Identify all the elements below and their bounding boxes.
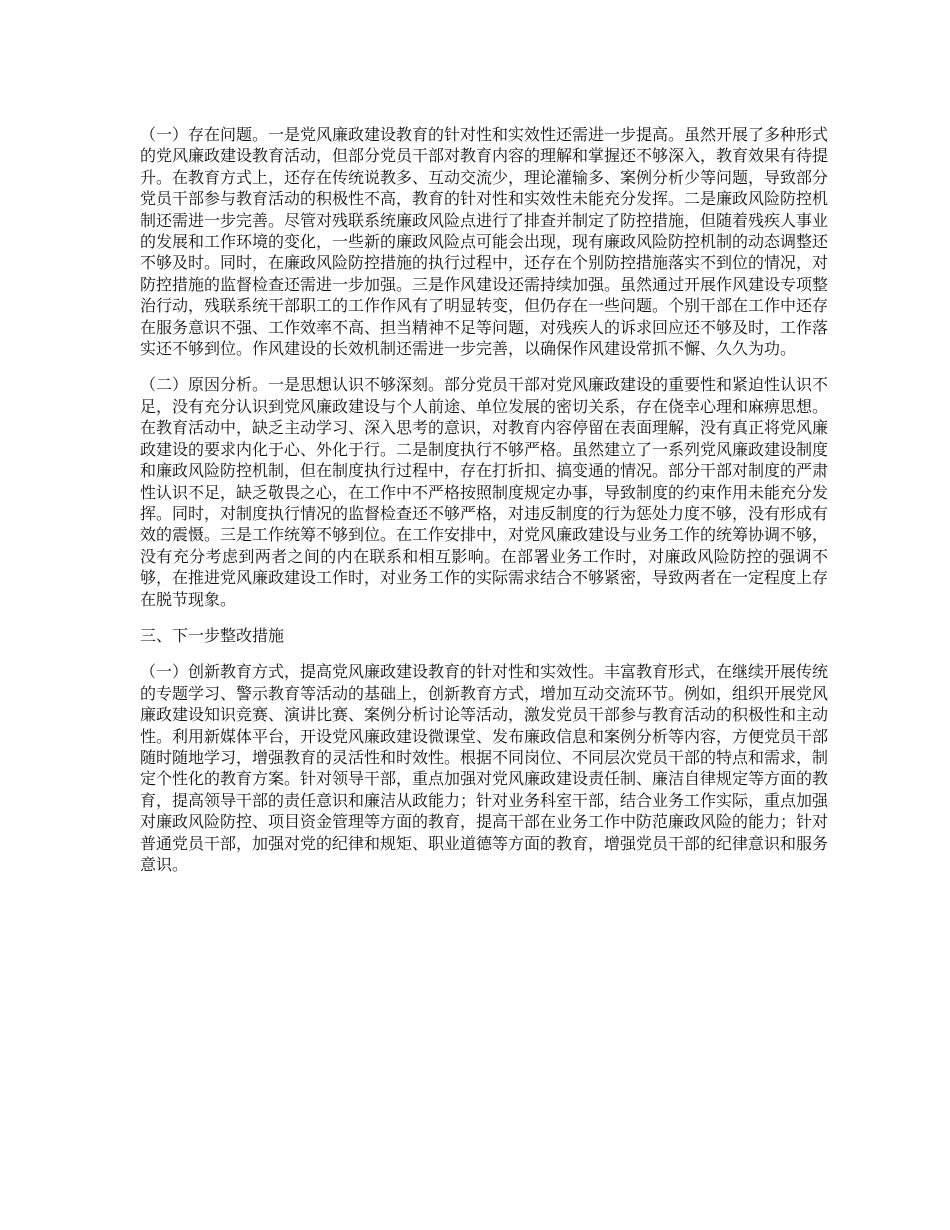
document-page <box>140 124 828 890</box>
section-heading: 三、下一步整改措施 <box>140 625 285 645</box>
paragraph-measures-education: （一）创新教育方式，提高党风廉政建设教育的针对性和实效性。丰富教育形式，在继续开展传统的专题学习、警示教育等活动的基础上，创新教育方式，增加互动交流环节。例如，组织开展党风廉政建设知识竞赛、演讲比赛、案例分析讨论等活动，激发党员干部参与教育活动的积极性和主动性。利用新媒体平台，开设党风廉政建设微课堂、发布廉政信息和案例分析等内容，方便党员干部随时随地学习，增强教育的灵活性和时效性。根据不同岗位、不同层次党员干部的特点和需求，制定个性化的教育方案。针对领导干部，重点加强对党风廉政建设责任制、廉洁自律规定等方面的教育，提高领导干部的责任意识和廉洁从政能力；针对业务科室干部，结合业务工作实际，重点加强对廉政风险防控、项目资金管理等方面的教育，提高干部在业务工作中防范廉政风险的能力；针对普通党员干部，加强对党的纪律和规矩、职业道德等方面的教育，增强党员干部的纪律意识和服务意识。 <box>140 662 829 874</box>
paragraph-cause-analysis: （二）原因分析。一是思想认识不够深刻。部分党员干部对党风廉政建设的重要性和紧迫性认识不足，没有充分认识到党风廉政建设与个人前途、单位发展的密切关系，存在侥幸心理和麻痹思想。在教育活动中，缺乏主动学习、深入思考的意识，对教育内容停留在表面理解，没有真正将党风廉政建设的要求内化于心、外化于行。二是制度执行不够严格。虽然建立了一系列党风廉政建设制度和廉政风险防控机制，但在制度执行过程中，存在打折扣、搞变通的情况。部分干部对制度的严肃性认识不足，缺乏敬畏之心，在工作中不严格按照制度规定办事，导致制度的约束作用未能充分发挥。同时，对制度执行情况的监督检查还不够严格，对违反制度的行为惩处力度不够，没有形成有效的震慑。三是工作统筹不够到位。在工作安排中，对党风廉政建设与业务工作的统筹协调不够，没有充分考虑到两者之间的内在联系和相互影响。在部署业务工作时，对廉政风险防控的强调不够，在推进党风廉政建设工作时，对业务工作的实际需求结合不够紧密，导致两者在一定程度上存在脱节现象。 <box>140 375 829 609</box>
paragraph-problems: （一）存在问题。一是党风廉政建设教育的针对性和实效性还需进一步提高。虽然开展了多种形式的党风廉政建设教育活动，但部分党员干部对教育内容的理解和掌握还不够深入，教育效果有待提升。在教育方式上，还存在传统说教多、互动交流少，理论灌输多、案例分析少等问题，导致部分党员干部参与教育活动的积极性不高，教育的针对性和实效性未能充分发挥。二是廉政风险防控机制还需进一步完善。尽管对残联系统廉政风险点进行了排查并制定了防控措施，但随着残疾人事业的发展和工作环境的变化，一些新的廉政风险点可能会出现，现有廉政风险防控机制的动态调整还不够及时。同时，在廉政风险防控措施的执行过程中，还存在个别防控措施落实不到位的情况，对防控措施的监督检查还需进一步加强。三是作风建设还需持续加强。虽然通过开展作风建设专项整治行动，残联系统干部职工的工作作风有了明显转变，但仍存在一些问题。个别干部在工作中还存在服务意识不强、工作效率不高、担当精神不足等问题，对残疾人的诉求回应还不够及时，工作落实还不够到位。作风建设的长效机制还需进一步完善，以确保作风建设常抓不懈、久久为功。 <box>140 125 829 359</box>
